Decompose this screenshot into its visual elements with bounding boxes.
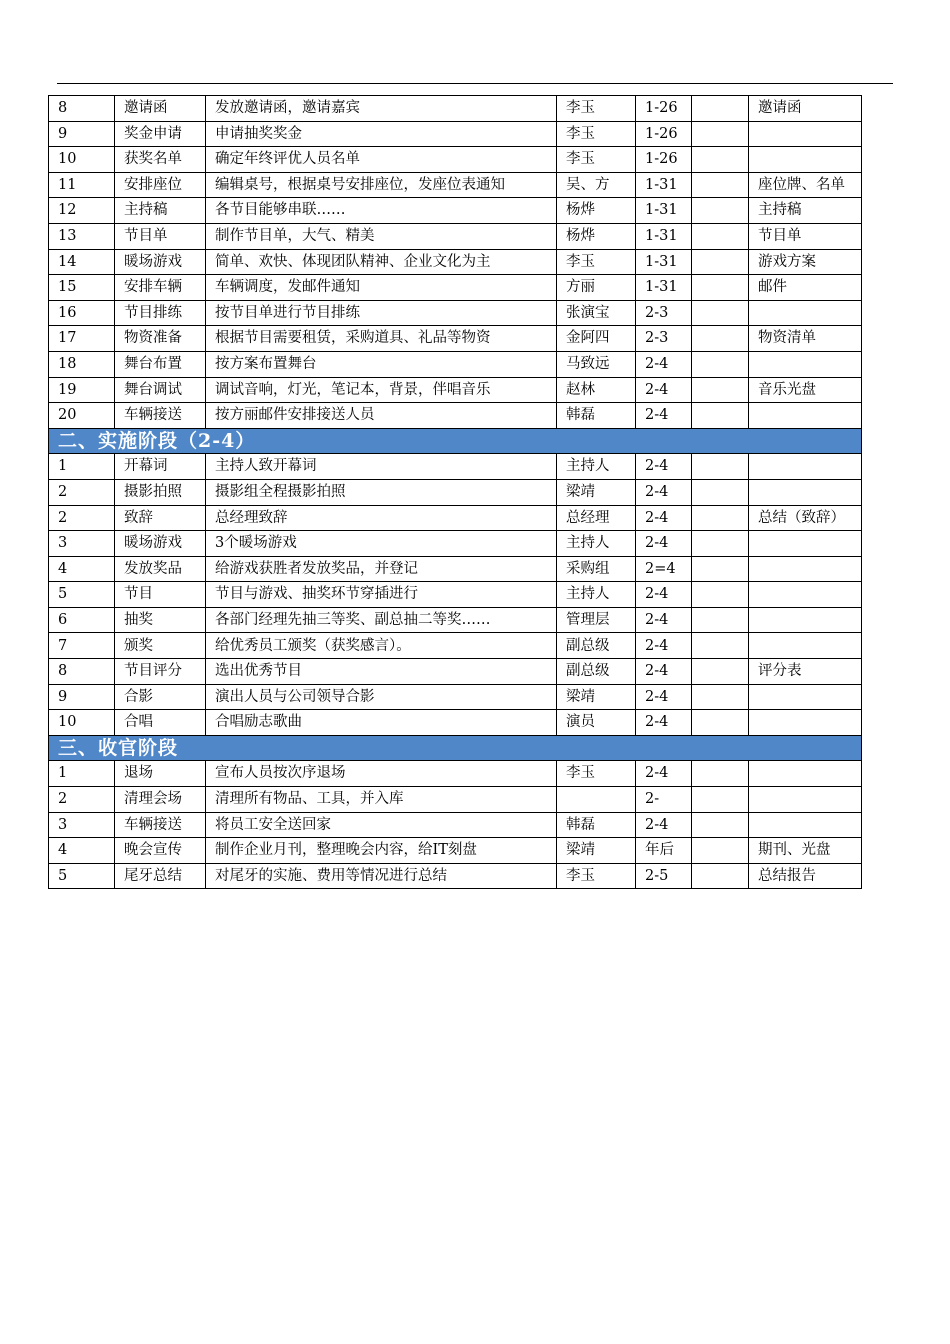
row-number: 10 — [49, 710, 115, 736]
task-name: 获奖名单 — [115, 147, 206, 173]
task-date: 2-5 — [636, 863, 692, 889]
row-number: 18 — [49, 351, 115, 377]
row-number: 15 — [49, 275, 115, 301]
task-name: 晚会宣传 — [115, 838, 206, 864]
task-owner: 管理层 — [557, 607, 636, 633]
task-output — [749, 607, 862, 633]
task-name: 开幕词 — [115, 454, 206, 480]
task-date: 1-31 — [636, 223, 692, 249]
task-extra — [692, 121, 749, 147]
task-owner: 李玉 — [557, 761, 636, 787]
table-row — [49, 787, 862, 813]
task-date: 2-4 — [636, 479, 692, 505]
task-name: 发放奖品 — [115, 556, 206, 582]
task-extra — [692, 326, 749, 352]
row-number: 2 — [49, 505, 115, 531]
task-output: 物资清单 — [749, 326, 862, 352]
task-content: 申请抽奖奖金 — [206, 121, 557, 147]
row-number: 1 — [49, 761, 115, 787]
task-date: 2-3 — [636, 326, 692, 352]
task-name: 奖金申请 — [115, 121, 206, 147]
task-content: 演出人员与公司领导合影 — [206, 684, 557, 710]
task-output: 邀请函 — [749, 96, 862, 122]
task-date: 2-4 — [636, 377, 692, 403]
row-number: 5 — [49, 863, 115, 889]
task-content: 调试音响，灯光，笔记本，背景，伴唱音乐 — [206, 377, 557, 403]
task-date: 2-4 — [636, 454, 692, 480]
table-row — [49, 607, 862, 633]
task-name: 主持稿 — [115, 198, 206, 224]
task-output: 邮件 — [749, 275, 862, 301]
table-row — [49, 684, 862, 710]
task-content: 确定年终评优人员名单 — [206, 147, 557, 173]
task-content: 各部门经理先抽三等奖、副总抽二等奖…… — [206, 607, 557, 633]
task-extra — [692, 147, 749, 173]
task-name: 节目评分 — [115, 659, 206, 685]
task-content: 节目与游戏、抽奖环节穿插进行 — [206, 582, 557, 608]
row-number: 9 — [49, 684, 115, 710]
row-number: 9 — [49, 121, 115, 147]
task-content: 按方案布置舞台 — [206, 351, 557, 377]
row-number: 11 — [49, 172, 115, 198]
row-number: 2 — [49, 479, 115, 505]
task-content: 编辑桌号，根据桌号安排座位，发座位表通知 — [206, 172, 557, 198]
task-owner: 马致远 — [557, 351, 636, 377]
task-extra — [692, 607, 749, 633]
table-row — [49, 121, 862, 147]
row-number: 4 — [49, 838, 115, 864]
table-row — [49, 326, 862, 352]
task-date: 2-4 — [636, 659, 692, 685]
task-content: 按方丽邮件安排接送人员 — [206, 403, 557, 429]
task-date: 2-4 — [636, 582, 692, 608]
row-number: 4 — [49, 556, 115, 582]
task-content: 给优秀员工颁奖（获奖感言）。 — [206, 633, 557, 659]
task-content: 宣布人员按次序退场 — [206, 761, 557, 787]
row-number: 17 — [49, 326, 115, 352]
task-name: 暖场游戏 — [115, 531, 206, 557]
task-content: 选出优秀节目 — [206, 659, 557, 685]
task-owner: 韩磊 — [557, 403, 636, 429]
task-date: 1-31 — [636, 275, 692, 301]
task-name: 舞台调试 — [115, 377, 206, 403]
table-row — [49, 812, 862, 838]
event-plan-table — [48, 95, 862, 889]
row-number: 16 — [49, 300, 115, 326]
task-date: 年后 — [636, 838, 692, 864]
task-content: 将员工安全送回家 — [206, 812, 557, 838]
task-content: 根据节目需要租赁，采购道具、礼品等物资 — [206, 326, 557, 352]
task-owner: 总经理 — [557, 505, 636, 531]
task-name: 节目排练 — [115, 300, 206, 326]
task-owner: 梁靖 — [557, 479, 636, 505]
task-name: 车辆接送 — [115, 812, 206, 838]
task-content: 给游戏获胜者发放奖品，并登记 — [206, 556, 557, 582]
task-name: 安排车辆 — [115, 275, 206, 301]
table-row — [49, 479, 862, 505]
task-output — [749, 121, 862, 147]
task-extra — [692, 531, 749, 557]
task-extra — [692, 761, 749, 787]
task-content: 简单、欢快、体现团队精神、企业文化为主 — [206, 249, 557, 275]
task-output — [749, 300, 862, 326]
section-header — [49, 428, 862, 454]
task-output — [749, 684, 862, 710]
task-content: 对尾牙的实施、费用等情况进行总结 — [206, 863, 557, 889]
task-owner: 李玉 — [557, 249, 636, 275]
task-owner: 副总级 — [557, 659, 636, 685]
table-row — [49, 582, 862, 608]
task-date: 2=4 — [636, 556, 692, 582]
task-owner: 李玉 — [557, 121, 636, 147]
task-extra — [692, 403, 749, 429]
table-row — [49, 531, 862, 557]
task-owner: 赵林 — [557, 377, 636, 403]
task-name: 摄影拍照 — [115, 479, 206, 505]
task-extra — [692, 300, 749, 326]
task-output: 总结（致辞） — [749, 505, 862, 531]
task-output: 音乐光盘 — [749, 377, 862, 403]
task-name: 安排座位 — [115, 172, 206, 198]
table-row — [49, 556, 862, 582]
task-content: 总经理致辞 — [206, 505, 557, 531]
table-row — [49, 351, 862, 377]
task-output — [749, 351, 862, 377]
task-content: 合唱励志歌曲 — [206, 710, 557, 736]
task-owner: 主持人 — [557, 582, 636, 608]
task-date: 1-26 — [636, 96, 692, 122]
task-owner: 吴、方 — [557, 172, 636, 198]
task-extra — [692, 198, 749, 224]
task-output: 主持稿 — [749, 198, 862, 224]
task-date: 1-31 — [636, 172, 692, 198]
task-name: 节目 — [115, 582, 206, 608]
task-name: 合唱 — [115, 710, 206, 736]
task-output — [749, 531, 862, 557]
section-title: 二、实施阶段（2-4） — [49, 428, 862, 454]
task-extra — [692, 505, 749, 531]
task-owner: 金阿四 — [557, 326, 636, 352]
header-rule — [57, 83, 893, 84]
section-header — [49, 735, 862, 761]
task-date: 2-4 — [636, 710, 692, 736]
task-date: 2-4 — [636, 633, 692, 659]
task-name: 尾牙总结 — [115, 863, 206, 889]
task-owner: 李玉 — [557, 863, 636, 889]
task-output — [749, 556, 862, 582]
task-name: 节目单 — [115, 223, 206, 249]
task-date: 2-3 — [636, 300, 692, 326]
row-number: 19 — [49, 377, 115, 403]
task-extra — [692, 633, 749, 659]
task-output — [749, 761, 862, 787]
table-row — [49, 147, 862, 173]
task-output: 期刊、光盘 — [749, 838, 862, 864]
task-owner: 李玉 — [557, 96, 636, 122]
event-plan-body — [49, 96, 862, 889]
row-number: 10 — [49, 147, 115, 173]
task-output — [749, 403, 862, 429]
task-extra — [692, 710, 749, 736]
task-date: 2-4 — [636, 812, 692, 838]
task-output — [749, 787, 862, 813]
table-row — [49, 249, 862, 275]
task-content: 制作节目单，大气、精美 — [206, 223, 557, 249]
row-number: 3 — [49, 531, 115, 557]
task-output: 评分表 — [749, 659, 862, 685]
task-name: 清理会场 — [115, 787, 206, 813]
row-number: 3 — [49, 812, 115, 838]
table-row — [49, 223, 862, 249]
task-content: 清理所有物品、工具，并入库 — [206, 787, 557, 813]
task-output — [749, 710, 862, 736]
task-date: 2-4 — [636, 505, 692, 531]
task-content: 制作企业月刊，整理晚会内容，给IT刻盘 — [206, 838, 557, 864]
table-row — [49, 300, 862, 326]
task-owner — [557, 787, 636, 813]
task-output — [749, 479, 862, 505]
task-name: 车辆接送 — [115, 403, 206, 429]
task-extra — [692, 479, 749, 505]
task-owner: 杨烨 — [557, 223, 636, 249]
task-date: 2- — [636, 787, 692, 813]
task-name: 抽奖 — [115, 607, 206, 633]
row-number: 1 — [49, 454, 115, 480]
task-output — [749, 582, 862, 608]
task-extra — [692, 377, 749, 403]
task-owner: 李玉 — [557, 147, 636, 173]
row-number: 2 — [49, 787, 115, 813]
task-owner: 主持人 — [557, 531, 636, 557]
task-name: 邀请函 — [115, 96, 206, 122]
task-extra — [692, 556, 749, 582]
row-number: 8 — [49, 659, 115, 685]
task-content: 车辆调度，发邮件通知 — [206, 275, 557, 301]
table-row — [49, 659, 862, 685]
section-title: 三、收官阶段 — [49, 735, 862, 761]
task-owner: 副总级 — [557, 633, 636, 659]
task-content: 各节目能够串联…… — [206, 198, 557, 224]
task-output: 总结报告 — [749, 863, 862, 889]
table-row — [49, 96, 862, 122]
task-extra — [692, 659, 749, 685]
table-row — [49, 198, 862, 224]
row-number: 12 — [49, 198, 115, 224]
row-number: 6 — [49, 607, 115, 633]
task-owner: 演员 — [557, 710, 636, 736]
table-row — [49, 275, 862, 301]
table-row — [49, 505, 862, 531]
task-date: 2-4 — [636, 607, 692, 633]
table-row — [49, 172, 862, 198]
row-number: 14 — [49, 249, 115, 275]
task-owner: 韩磊 — [557, 812, 636, 838]
row-number: 7 — [49, 633, 115, 659]
table-row — [49, 633, 862, 659]
task-name: 合影 — [115, 684, 206, 710]
task-extra — [692, 96, 749, 122]
task-owner: 梁靖 — [557, 684, 636, 710]
task-name: 物资准备 — [115, 326, 206, 352]
task-date: 1-31 — [636, 249, 692, 275]
task-date: 1-26 — [636, 121, 692, 147]
table-row — [49, 454, 862, 480]
task-extra — [692, 172, 749, 198]
task-name: 颁奖 — [115, 633, 206, 659]
task-date: 2-4 — [636, 761, 692, 787]
row-number: 13 — [49, 223, 115, 249]
task-owner: 主持人 — [557, 454, 636, 480]
task-name: 退场 — [115, 761, 206, 787]
table-row — [49, 403, 862, 429]
task-owner: 采购组 — [557, 556, 636, 582]
task-extra — [692, 351, 749, 377]
task-owner: 梁靖 — [557, 838, 636, 864]
task-content: 摄影组全程摄影拍照 — [206, 479, 557, 505]
task-owner: 张演宝 — [557, 300, 636, 326]
task-output — [749, 633, 862, 659]
row-number: 5 — [49, 582, 115, 608]
task-name: 舞台布置 — [115, 351, 206, 377]
table-row — [49, 377, 862, 403]
task-extra — [692, 812, 749, 838]
task-extra — [692, 582, 749, 608]
task-content: 3个暖场游戏 — [206, 531, 557, 557]
task-content: 按节目单进行节目排练 — [206, 300, 557, 326]
task-extra — [692, 787, 749, 813]
task-owner: 杨烨 — [557, 198, 636, 224]
task-name: 暖场游戏 — [115, 249, 206, 275]
task-extra — [692, 249, 749, 275]
task-extra — [692, 684, 749, 710]
task-output: 节目单 — [749, 223, 862, 249]
task-date: 2-4 — [636, 684, 692, 710]
task-output — [749, 147, 862, 173]
table-row — [49, 863, 862, 889]
task-extra — [692, 275, 749, 301]
task-extra — [692, 838, 749, 864]
task-date: 1-31 — [636, 198, 692, 224]
task-output: 游戏方案 — [749, 249, 862, 275]
task-output — [749, 812, 862, 838]
task-content: 主持人致开幕词 — [206, 454, 557, 480]
table-row — [49, 710, 862, 736]
task-content: 发放邀请函，邀请嘉宾 — [206, 96, 557, 122]
task-date: 2-4 — [636, 403, 692, 429]
table-row — [49, 761, 862, 787]
task-name: 致辞 — [115, 505, 206, 531]
task-owner: 方丽 — [557, 275, 636, 301]
task-output: 座位牌、名单 — [749, 172, 862, 198]
task-date: 2-4 — [636, 351, 692, 377]
task-extra — [692, 223, 749, 249]
row-number: 20 — [49, 403, 115, 429]
task-extra — [692, 454, 749, 480]
task-date: 1-26 — [636, 147, 692, 173]
row-number: 8 — [49, 96, 115, 122]
table-row — [49, 838, 862, 864]
task-output — [749, 454, 862, 480]
task-extra — [692, 863, 749, 889]
task-date: 2-4 — [636, 531, 692, 557]
